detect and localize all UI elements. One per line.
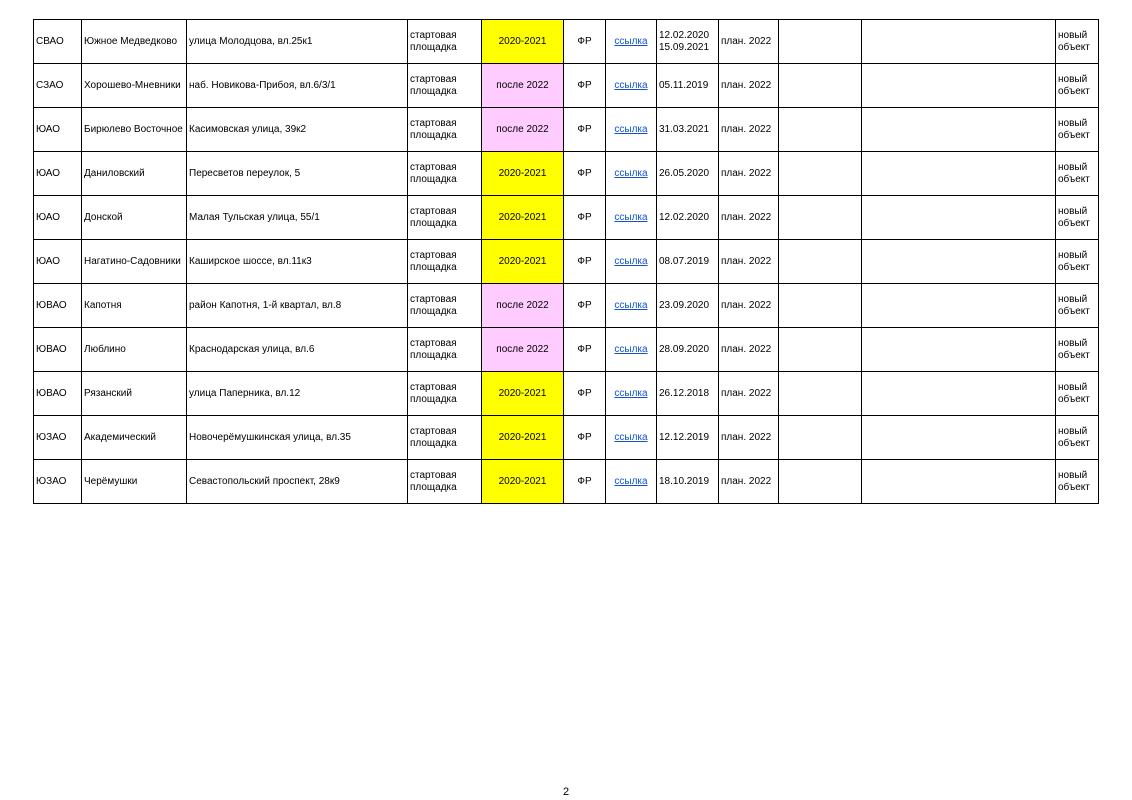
term-cell: после 2022 (482, 64, 564, 108)
status-cell: новый объект (1056, 196, 1099, 240)
object-type-cell: стартовая площадка (408, 196, 482, 240)
link-cell (606, 108, 657, 152)
address-cell: улица Молодцова, вл.25к1 (187, 20, 408, 64)
status-cell: новый объект (1056, 416, 1099, 460)
district-cell: СЗАО (34, 64, 82, 108)
status-cell: новый объект (1056, 372, 1099, 416)
area-cell: Люблино (82, 328, 187, 372)
date-value: 23.09.2020 (659, 299, 710, 311)
object-type-cell: стартовая площадка (408, 152, 482, 196)
date-value: 12.02.2020 (659, 211, 710, 223)
plan-cell: план. 2022 (719, 64, 779, 108)
term-cell: 2020-2021 (482, 372, 564, 416)
address-cell: Касимовская улица, 39к2 (187, 108, 408, 152)
plan-cell: план. 2022 (719, 416, 779, 460)
area-cell: Черёмушки (82, 460, 187, 504)
area-cell: Бирюлево Восточное (82, 108, 187, 152)
object-type-cell: стартовая площадка (408, 240, 482, 284)
table-row (34, 108, 1099, 152)
table-row (34, 284, 1099, 328)
date-value: 08.07.2019 (659, 255, 710, 267)
status-cell: новый объект (1056, 284, 1099, 328)
empty-cell (862, 152, 1056, 196)
status-cell: новый объект (1056, 460, 1099, 504)
fund-cell: ФР (564, 64, 606, 108)
empty-cell (779, 64, 862, 108)
empty-cell (779, 328, 862, 372)
table-row (34, 20, 1099, 64)
table-row (34, 328, 1099, 372)
empty-cell (779, 372, 862, 416)
empty-cell (779, 152, 862, 196)
term-cell: 2020-2021 (482, 196, 564, 240)
empty-cell (779, 196, 862, 240)
dates-cell (657, 284, 719, 328)
area-cell: Академический (82, 416, 187, 460)
district-cell: ЮВАО (34, 284, 82, 328)
fund-cell: ФР (564, 152, 606, 196)
table-row (34, 416, 1099, 460)
date-value: 15.09.2021 (659, 41, 710, 53)
date-value: 31.03.2021 (659, 123, 710, 135)
dates-cell (657, 152, 719, 196)
term-cell: 2020-2021 (482, 460, 564, 504)
district-cell: ЮЗАО (34, 460, 82, 504)
source-link[interactable]: ссылка (614, 167, 648, 179)
table-row (34, 196, 1099, 240)
district-cell: ЮЗАО (34, 416, 82, 460)
empty-cell (862, 460, 1056, 504)
date-value: 18.10.2019 (659, 475, 710, 487)
fund-cell: ФР (564, 240, 606, 284)
area-cell: Даниловский (82, 152, 187, 196)
dates-cell (657, 196, 719, 240)
area-cell: Южное Медведково (82, 20, 187, 64)
empty-cell (779, 20, 862, 64)
status-cell: новый объект (1056, 108, 1099, 152)
date-value: 12.02.2020 (659, 29, 710, 41)
object-type-cell: стартовая площадка (408, 284, 482, 328)
date-value: 12.12.2019 (659, 431, 710, 443)
empty-cell (862, 20, 1056, 64)
source-link[interactable]: ссылка (614, 475, 648, 487)
empty-cell (779, 108, 862, 152)
source-link[interactable]: ссылка (614, 79, 648, 91)
dates-cell (657, 372, 719, 416)
source-link[interactable]: ссылка (614, 431, 648, 443)
fund-cell: ФР (564, 284, 606, 328)
table-row (34, 64, 1099, 108)
plan-cell: план. 2022 (719, 328, 779, 372)
area-cell: Нагатино-Садовники (82, 240, 187, 284)
empty-cell (862, 372, 1056, 416)
status-cell: новый объект (1056, 64, 1099, 108)
empty-cell (862, 416, 1056, 460)
empty-cell (779, 416, 862, 460)
address-cell: Пересветов переулок, 5 (187, 152, 408, 196)
status-cell: новый объект (1056, 328, 1099, 372)
status-cell: новый объект (1056, 152, 1099, 196)
empty-cell (862, 328, 1056, 372)
address-cell: Севастопольский проспект, 28к9 (187, 460, 408, 504)
dates-cell (657, 20, 719, 64)
empty-cell (779, 284, 862, 328)
fund-cell: ФР (564, 20, 606, 64)
fund-cell: ФР (564, 328, 606, 372)
source-link[interactable]: ссылка (614, 255, 648, 267)
plan-cell: план. 2022 (719, 20, 779, 64)
fund-cell: ФР (564, 108, 606, 152)
empty-cell (862, 108, 1056, 152)
dates-cell (657, 240, 719, 284)
dates-cell (657, 416, 719, 460)
address-cell: Краснодарская улица, вл.6 (187, 328, 408, 372)
term-cell: 2020-2021 (482, 20, 564, 64)
object-type-cell: стартовая площадка (408, 460, 482, 504)
area-cell: Хорошево-Мневники (82, 64, 187, 108)
link-cell (606, 152, 657, 196)
source-link[interactable]: ссылка (614, 123, 648, 135)
object-type-cell: стартовая площадка (408, 416, 482, 460)
date-value: 05.11.2019 (659, 79, 709, 91)
empty-cell (862, 196, 1056, 240)
address-cell: улица Паперника, вл.12 (187, 372, 408, 416)
link-cell (606, 284, 657, 328)
district-cell: ЮАО (34, 108, 82, 152)
empty-cell (862, 284, 1056, 328)
term-cell: 2020-2021 (482, 416, 564, 460)
empty-cell (862, 64, 1056, 108)
address-cell: Малая Тульская улица, 55/1 (187, 196, 408, 240)
plan-cell: план. 2022 (719, 372, 779, 416)
address-cell: Каширское шоссе, вл.11к3 (187, 240, 408, 284)
empty-cell (779, 240, 862, 284)
dates-cell (657, 460, 719, 504)
fund-cell: ФР (564, 416, 606, 460)
link-cell (606, 196, 657, 240)
object-type-cell: стартовая площадка (408, 20, 482, 64)
district-cell: ЮАО (34, 152, 82, 196)
district-cell: ЮВАО (34, 328, 82, 372)
source-link[interactable]: ссылка (614, 35, 648, 47)
term-cell: 2020-2021 (482, 240, 564, 284)
status-cell: новый объект (1056, 20, 1099, 64)
empty-cell (779, 460, 862, 504)
term-cell: после 2022 (482, 328, 564, 372)
empty-cell (862, 240, 1056, 284)
address-cell: наб. Новикова-Прибоя, вл.6/3/1 (187, 64, 408, 108)
plan-cell: план. 2022 (719, 240, 779, 284)
source-link[interactable]: ссылка (614, 299, 648, 311)
address-cell: район Капотня, 1-й квартал, вл.8 (187, 284, 408, 328)
renovation-table (33, 19, 1099, 504)
term-cell: 2020-2021 (482, 152, 564, 196)
table-row (34, 240, 1099, 284)
fund-cell: ФР (564, 372, 606, 416)
date-value: 28.09.2020 (659, 343, 710, 355)
status-cell: новый объект (1056, 240, 1099, 284)
area-cell: Донской (82, 196, 187, 240)
term-cell: после 2022 (482, 108, 564, 152)
dates-cell (657, 64, 719, 108)
plan-cell: план. 2022 (719, 152, 779, 196)
plan-cell: план. 2022 (719, 284, 779, 328)
link-cell (606, 20, 657, 64)
term-cell: после 2022 (482, 284, 564, 328)
link-cell (606, 328, 657, 372)
table-row (34, 152, 1099, 196)
object-type-cell: стартовая площадка (408, 64, 482, 108)
link-cell (606, 372, 657, 416)
object-type-cell: стартовая площадка (408, 328, 482, 372)
dates-cell (657, 108, 719, 152)
source-link[interactable]: ссылка (614, 343, 648, 355)
table-row (34, 460, 1099, 504)
area-cell: Рязанский (82, 372, 187, 416)
table-row (34, 372, 1099, 416)
district-cell: СВАО (34, 20, 82, 64)
district-cell: ЮАО (34, 196, 82, 240)
fund-cell: ФР (564, 460, 606, 504)
table-body (34, 20, 1099, 504)
link-cell (606, 460, 657, 504)
plan-cell: план. 2022 (719, 108, 779, 152)
date-value: 26.05.2020 (659, 167, 710, 179)
district-cell: ЮАО (34, 240, 82, 284)
dates-cell (657, 328, 719, 372)
fund-cell: ФР (564, 196, 606, 240)
link-cell (606, 240, 657, 284)
address-cell: Новочерёмушкинская улица, вл.35 (187, 416, 408, 460)
source-link[interactable]: ссылка (614, 387, 648, 399)
link-cell (606, 416, 657, 460)
plan-cell: план. 2022 (719, 460, 779, 504)
page-number: 2 (562, 786, 570, 798)
plan-cell: план. 2022 (719, 196, 779, 240)
date-value: 26.12.2018 (659, 387, 710, 399)
area-cell: Капотня (82, 284, 187, 328)
object-type-cell: стартовая площадка (408, 108, 482, 152)
object-type-cell: стартовая площадка (408, 372, 482, 416)
link-cell (606, 64, 657, 108)
district-cell: ЮВАО (34, 372, 82, 416)
source-link[interactable]: ссылка (614, 211, 648, 223)
